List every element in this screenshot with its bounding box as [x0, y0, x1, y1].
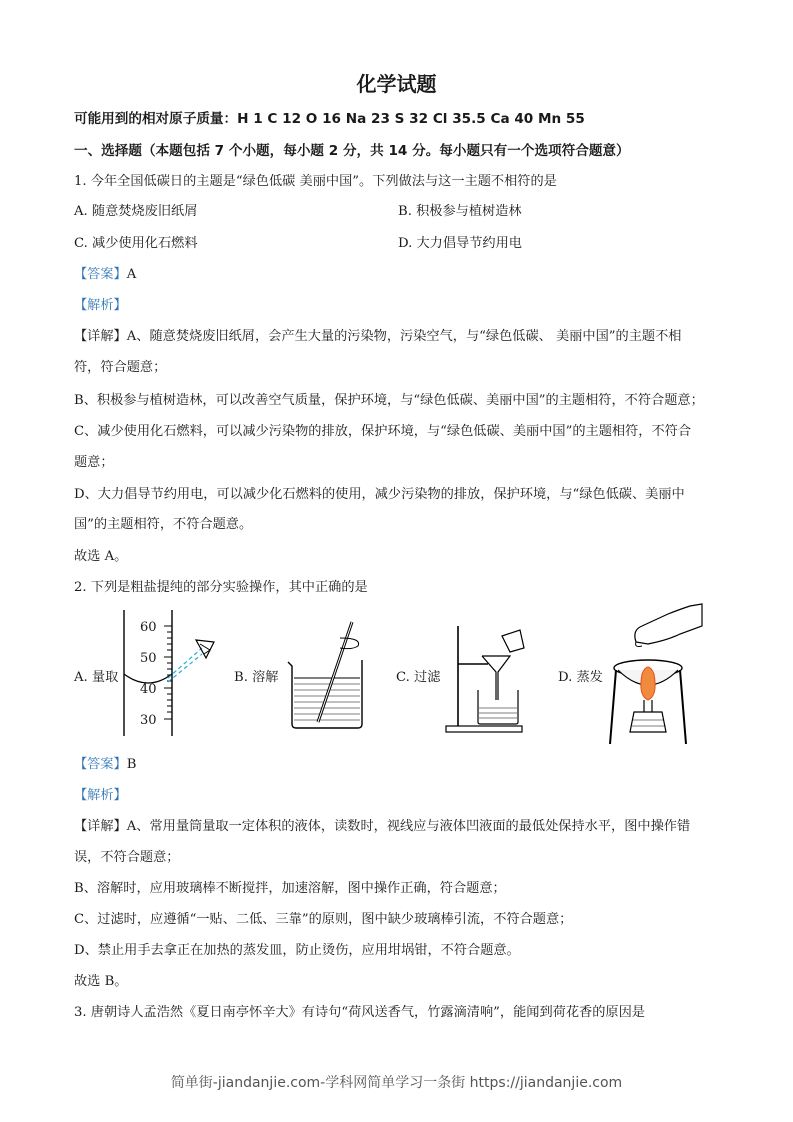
q1-answer — [74, 266, 136, 284]
q2-detail-line: B、溶解时，应用玻璃棒不断搅拌，加速溶解，图中操作正确，符合题意； — [74, 881, 506, 896]
page-title: 化学试题 — [356, 72, 437, 96]
q2-option-b: B. 溶解 — [234, 670, 279, 685]
tick-label: 30 — [140, 713, 157, 728]
filtration-figure — [444, 622, 528, 734]
q1-option-b: B. 积极参与植树造林 — [398, 204, 522, 219]
q1-detail-line: 题意； — [74, 455, 114, 470]
q1-detail-line: D、大力倡导节约用电，可以减少化石燃料的使用，减少污染物的排放，保护环境，与“绿色低碳、美丽中 — [74, 487, 685, 502]
evaporation-figure — [608, 600, 704, 748]
atomic-masses: 可能用到的相对原子质量：H 1 C 12 O 16 Na 23 S 32 Cl 35.5 Ca 40 Mn 55 — [74, 111, 585, 127]
tick-label: 50 — [140, 651, 157, 666]
q1-option-d: D. 大力倡导节约用电 — [398, 236, 522, 251]
answer-label: 【答案】 — [74, 757, 127, 772]
answer-value: A — [126, 267, 137, 282]
answer-label: 【答案】 — [74, 267, 127, 282]
q2-detail-line: 【详解】A、常用量筒量取一定体积的液体，读数时，视线应与液体凹液面的最低处保持水平，图中操作错 — [74, 819, 691, 834]
tick-label: 60 — [140, 620, 157, 635]
q2-conclusion: 故选 B。 — [74, 974, 128, 989]
q1-option-a: A. 随意焚烧废旧纸屑 — [74, 204, 198, 219]
q1-detail-line: 【详解】A、随意焚烧废旧纸屑，会产生大量的污染物，污染空气，与“绿色低碳、 美丽中国”的主题不相 — [74, 329, 682, 344]
q2-detail-line: C、过滤时，应遵循“一贴、二低、三靠”的原则，图中缺少玻璃棒引流，不符合题意； — [74, 912, 573, 927]
q2-stem: 2. 下列是粗盐提纯的部分实验操作，其中正确的是 — [74, 580, 368, 595]
q2-detail-line: D、禁止用手去拿正在加热的蒸发皿，防止烫伤，应用坩埚钳，不符合题意。 — [74, 943, 520, 958]
q3-stem: 3. 唐朝诗人孟浩然《夏日南亭怀辛大》有诗句“荷风送香气，竹露滴清响”，能闻到荷花香的原因是 — [74, 1005, 645, 1020]
answer-value: B — [126, 757, 137, 772]
q2-option-c: C. 过滤 — [396, 670, 441, 685]
q1-option-c: C. 减少使用化石燃料 — [74, 236, 198, 251]
page-footer[interactable]: 简单街-jiandanjie.com-学科网简单学习一条街 https://jiandanjie.com — [170, 1075, 623, 1091]
q1-detail-line: 国”的主题相符，不符合题意。 — [74, 517, 253, 532]
q1-detail-line: C、减少使用化石燃料，可以减少污染物的排放，保护环境，与“绿色低碳、美丽中国”的主题相符，不符合 — [74, 424, 692, 439]
q1-detail-line: B、积极参与植树造林，可以改善空气质量，保护环境，与“绿色低碳、美丽中国”的主题相符，不符合题意； — [74, 393, 704, 408]
q2-analysis-label: 【解析】 — [74, 788, 127, 803]
q2-answer — [74, 756, 136, 774]
q1-conclusion: 故选 A。 — [74, 549, 128, 564]
tick-label: 40 — [140, 682, 157, 697]
q1-detail-line: 符，符合题意； — [74, 360, 167, 375]
q1-stem: 1. 今年全国低碳日的主题是“绿色低碳 美丽中国”。下列做法与这一主题不相符的是 — [74, 174, 557, 189]
q2-option-a: A. 量取 — [74, 670, 119, 685]
q2-option-d: D. 蒸发 — [558, 670, 603, 685]
q1-analysis-label: 【解析】 — [74, 298, 127, 313]
q2-detail-line: 误，不符合题意； — [74, 850, 180, 865]
section-heading: 一、选择题（本题包括 7 个小题，每小题 2 分，共 14 分。每小题只有一个选项符合题意） — [74, 143, 630, 159]
beaker-stirring-figure — [282, 618, 372, 730]
measuring-cylinder-figure — [118, 610, 222, 740]
